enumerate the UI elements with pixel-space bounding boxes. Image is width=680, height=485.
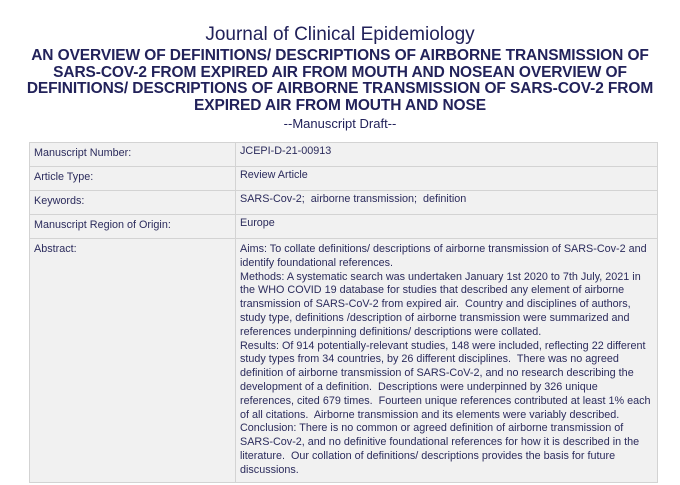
manuscript-draft-label: --Manuscript Draft-- xyxy=(283,116,397,131)
table-row xyxy=(30,191,658,215)
manuscript-title: AN OVERVIEW OF DEFINITIONS/ DESCRIPTIONS OF AIRBORNE TRANSMISSION OF SARS-COV-2 FROM EXPIRED AIR FROM MOUTH AND NOSEAN OVERVIEW OF DEFINITIONS/ DESCRIPTIONS OF AIRBORNE TRANSMISSION OF SARS-COV-2 FROM EXPIRED AIR FROM MOUTH AND NOSE xyxy=(26,47,654,114)
article-type-label: Article Type: xyxy=(30,167,236,191)
manuscript-number-value: JCEPI-D-21-00913 xyxy=(236,143,658,167)
table-row xyxy=(30,215,658,239)
region-label: Manuscript Region of Origin: xyxy=(30,215,236,239)
manuscript-number-label: Manuscript Number: xyxy=(30,143,236,167)
table-row xyxy=(30,239,658,483)
region-value: Europe xyxy=(236,215,658,239)
article-type-value: Review Article xyxy=(236,167,658,191)
table-row xyxy=(30,143,658,167)
abstract-text: Aims: To collate definitions/ descriptions of airborne transmission of SARS-Cov-2 and identify foundational references. Methods: A systematic search was undertaken January 1st 2020 to 7th July, 2021 in the WHO COVID 19 database for studies that described any element of airborne transmission of SARS-CoV-2 from expired air. Country and disciplines of authors, study type, definitions /description of airborne transmission were summarized and references underpinning definitions/ descriptions were collated. Results: Of 914 potentially-relevant studies, 148 were included, reflecting 22 different study types from 34 countries, by 26 different disciplines. There was no agreed definition of airborne transmission of SARS-CoV-2, and no research describing the development of a definition. Descriptions were underpinned by 326 unique references, cited 679 times. Fourteen unique references contributed at least 1% each of all citations. Airborne transmission and its elements were variably described. Conclusion: There is no common or agreed definition of airborne transmission of SARS-Cov-2, and no definitive foundational references for how it is described in the literature. Our collation of definitions/ descriptions provides the basis for future discussions. xyxy=(236,239,658,483)
abstract-label: Abstract: xyxy=(30,239,236,483)
keywords-label: Keywords: xyxy=(30,191,236,215)
manuscript-details-table xyxy=(29,142,658,483)
journal-name: Journal of Clinical Epidemiology xyxy=(205,24,475,45)
keywords-value: SARS-Cov-2; airborne transmission; definition xyxy=(236,191,658,215)
table-row xyxy=(30,167,658,191)
